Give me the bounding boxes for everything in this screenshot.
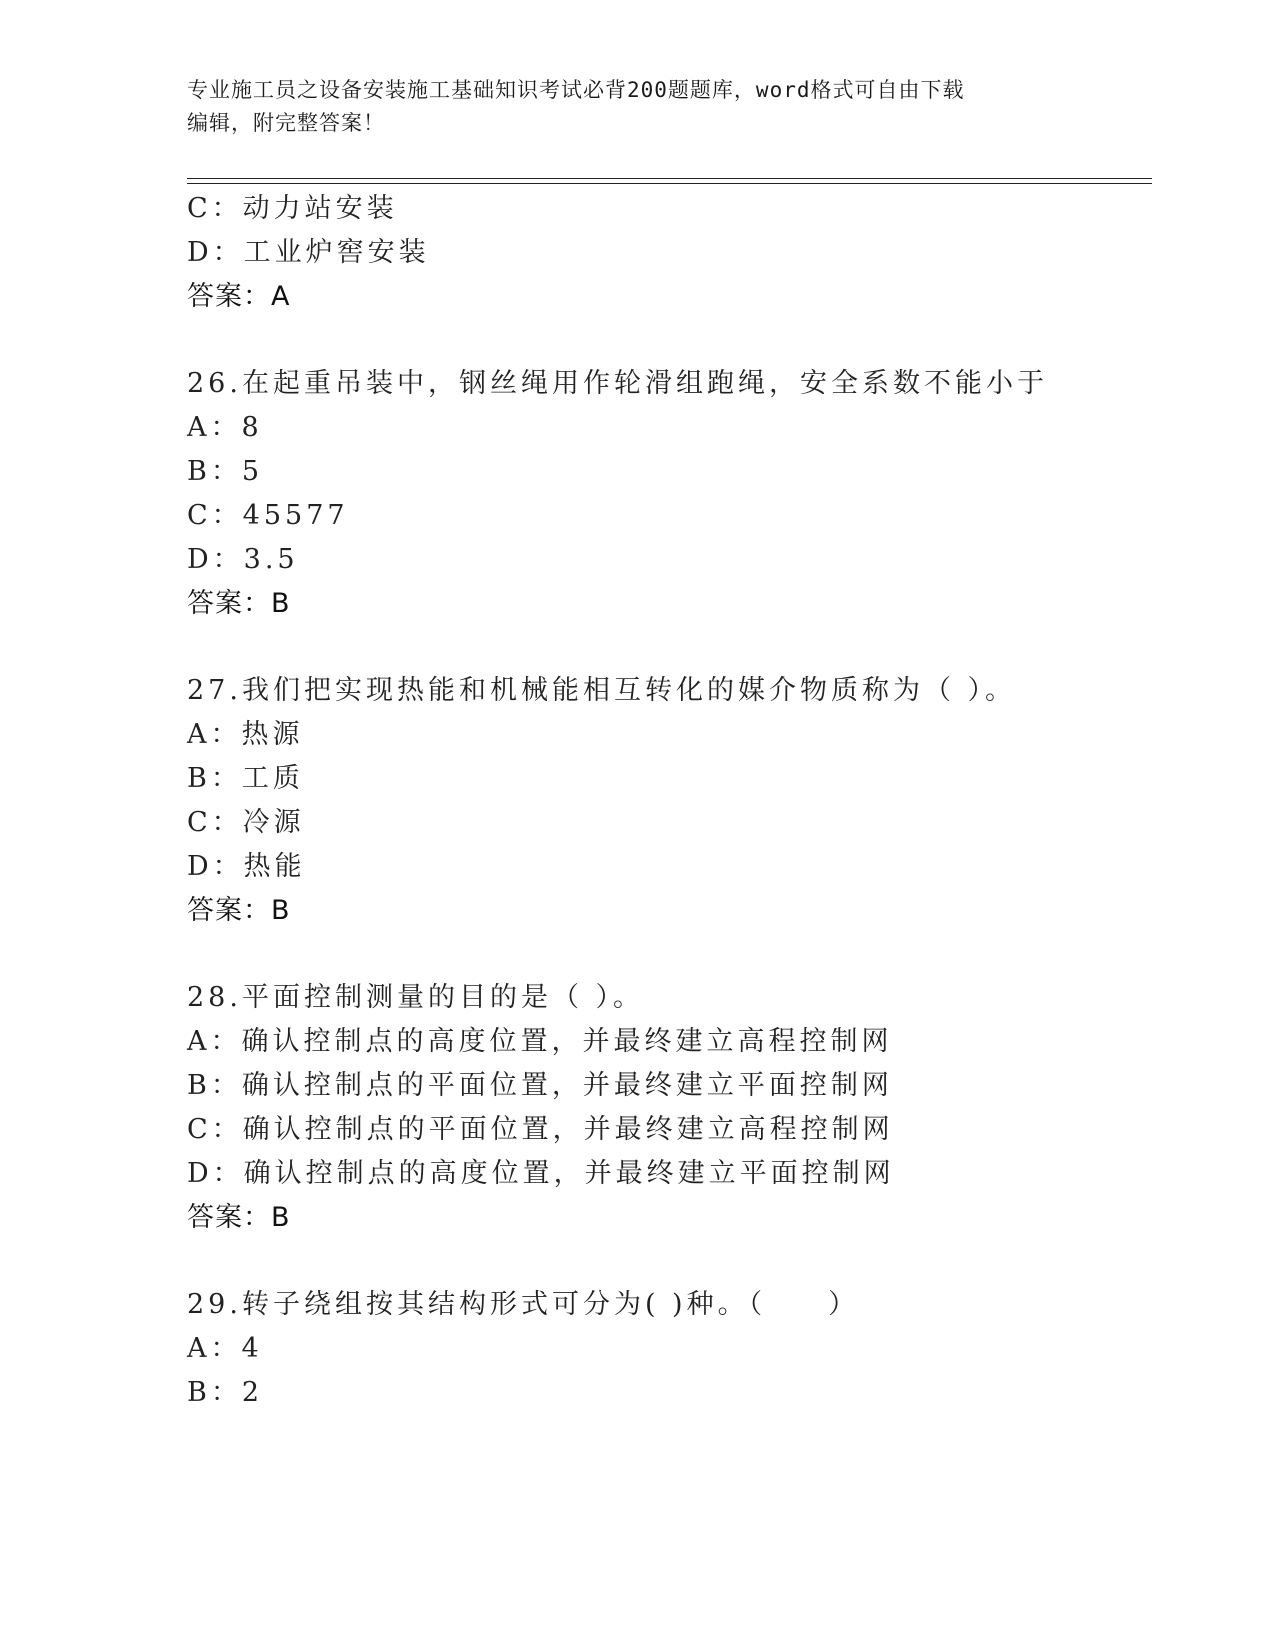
question-28-answer: 答案：B — [187, 1202, 291, 1233]
question-28-option-d: D：确认控制点的高度位置，并最终建立平面控制网 — [187, 1158, 895, 1189]
header-divider-bottom — [187, 183, 1152, 184]
document-header — [187, 74, 1087, 140]
header-title-line-1: 专业施工员之设备安装施工基础知识考试必背200题题库，word格式可自由下载 — [187, 78, 965, 102]
prev-question-answer: 答案：A — [187, 281, 291, 312]
question-27-stem: 27.我们把实现热能和机械能相互转化的媒介物质称为（ ）。 — [187, 675, 1017, 706]
question-27-option-b: B：工质 — [187, 763, 304, 794]
question-29-option-b: B：2 — [187, 1377, 264, 1408]
question-27-answer: 答案：B — [187, 895, 291, 926]
question-27-option-a: A：热源 — [187, 719, 304, 750]
question-28-option-a: A：确认控制点的高度位置，并最终建立高程控制网 — [187, 1026, 893, 1057]
question-29-stem: 29.转子绕组按其结构形式可分为( )种。（ ） — [187, 1289, 860, 1320]
question-26-option-b: B：5 — [187, 456, 264, 487]
question-27-option-c: C：冷源 — [187, 807, 305, 838]
question-27-option-d: D：热能 — [187, 851, 306, 882]
prev-question-option-d: D：工业炉窖安装 — [187, 237, 430, 268]
question-26-stem: 26.在起重吊装中，钢丝绳用作轮滑组跑绳，安全系数不能小于 — [187, 368, 1048, 399]
question-26-option-d: D：3.5 — [187, 544, 299, 575]
question-26-answer: 答案：B — [187, 588, 291, 619]
question-26-option-c: C：45577 — [187, 500, 349, 531]
question-28-option-b: B：确认控制点的平面位置，并最终建立平面控制网 — [187, 1070, 893, 1101]
question-28-option-c: C：确认控制点的平面位置，并最终建立高程控制网 — [187, 1114, 894, 1145]
question-26-option-a: A：8 — [187, 412, 263, 443]
header-title-line-2: 编辑，附完整答案！ — [187, 111, 385, 135]
question-28-stem: 28.平面控制测量的目的是（ ）。 — [187, 982, 645, 1013]
question-29-option-a: A：4 — [187, 1333, 263, 1364]
header-divider-top — [187, 178, 1152, 179]
prev-question-option-c: C：动力站安装 — [187, 193, 398, 224]
